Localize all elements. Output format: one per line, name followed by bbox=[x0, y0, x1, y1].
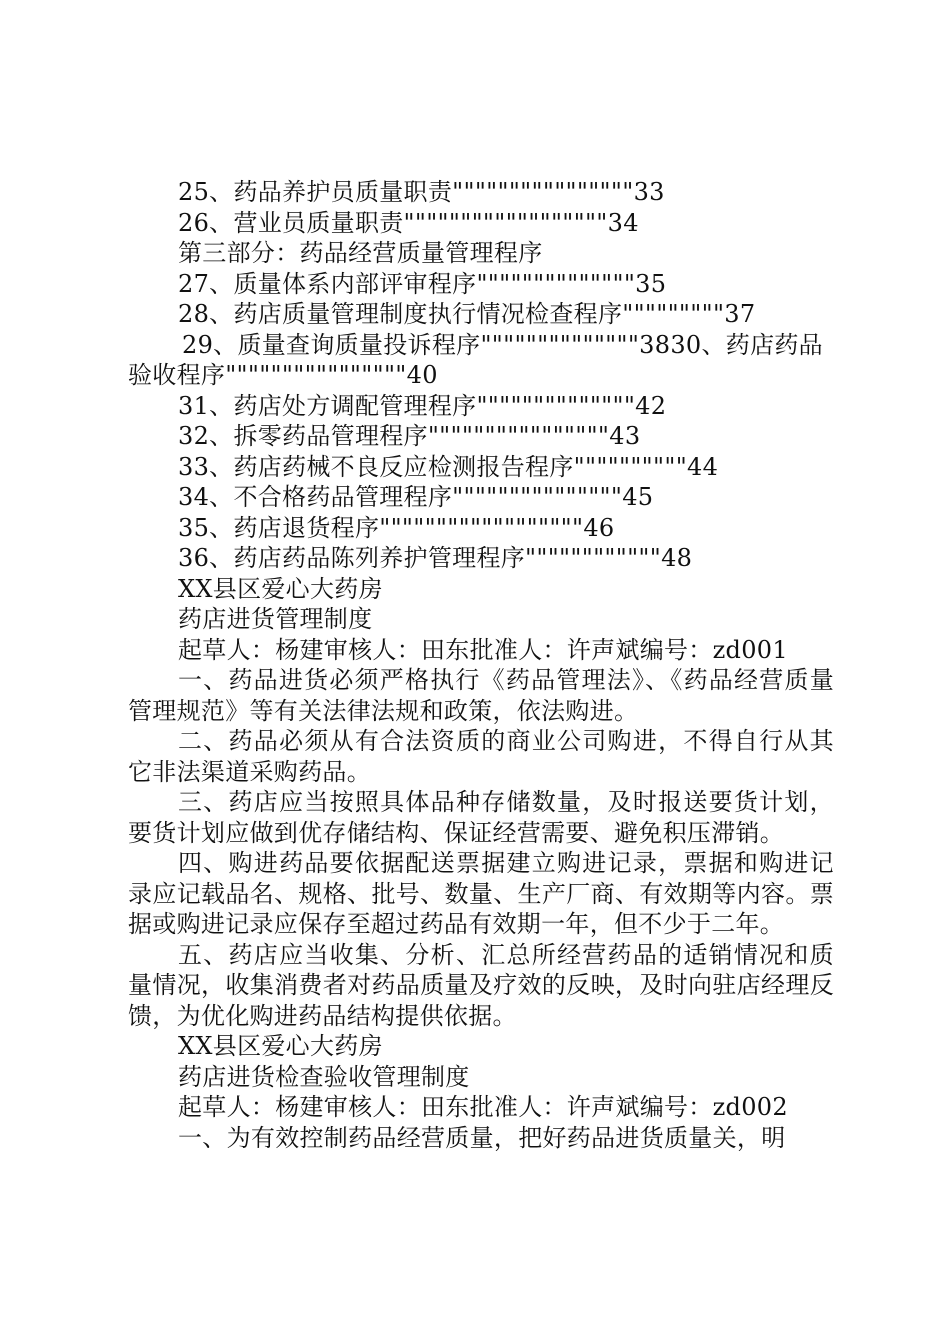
section2-title: 药店进货检查验收管理制度 bbox=[178, 1062, 470, 1091]
toc-part-three-heading: 第三部分：药品经营质量管理程序 bbox=[178, 239, 543, 267]
section1-meta: 起草人：杨建审核人：田东批准人：许声斌编号：zd001 bbox=[178, 635, 788, 664]
section1-paragraph: 四、购进药品要依据配送票据建立购进记录，票据和购进记录应记载品名、规格、批号、数量、生产厂商、有效期等内容。票据或购进记录应保存至超过药品有效期一年，但不少于二年。 bbox=[128, 849, 834, 938]
toc-entry-33: 33、药店药械不良反应检测报告程序""""""""""44 bbox=[178, 452, 719, 481]
section2-organization: XX县区爱心大药房 bbox=[178, 1032, 383, 1060]
toc-entry-35: 35、药店退货程序""""""""""""""""""46 bbox=[178, 513, 615, 542]
toc-entry-27: 27、质量体系内部评审程序""""""""""""""35 bbox=[178, 269, 667, 298]
toc-entry-29-30: 29、质量查询质量投诉程序""""""""""""""3830、药店药品验收程序""""""""""""""""40 bbox=[128, 330, 823, 389]
section1-organization: XX县区爱心大药房 bbox=[178, 574, 383, 603]
toc-entry-36: 36、药店药品陈列养护管理程序""""""""""""48 bbox=[178, 544, 693, 572]
toc-entry-32: 32、拆零药品管理程序""""""""""""""""43 bbox=[178, 422, 641, 450]
section2-paragraph: 一、为有效控制药品经营质量，把好药品进货质量关，明 bbox=[178, 1123, 786, 1152]
document-body bbox=[128, 177, 834, 1153]
section1-paragraph: 三、药店应当按照具体品种存储数量，及时报送要货计划，要货计划应做到优存储结构、保证经营需要、避免积压滞销。 bbox=[128, 788, 834, 847]
section2-meta: 起草人：杨建审核人：田东批准人：许声斌编号：zd002 bbox=[178, 1093, 788, 1121]
toc-entry-31: 31、药店处方调配管理程序""""""""""""""42 bbox=[178, 391, 667, 420]
section1-title: 药店进货管理制度 bbox=[178, 605, 373, 633]
section1-paragraph: 五、药店应当收集、分析、汇总所经营药品的适销情况和质量情况，收集消费者对药品质量及疗效的反映，及时向驻店经理反馈，为优化购进药品结构提供依据。 bbox=[128, 940, 834, 1030]
section1-paragraph: 一、药品进货必须严格执行《药品管理法》、《药品经营质量管理规范》等有关法律法规和政策，依法购进。 bbox=[128, 666, 834, 725]
toc-entry-34: 34、不合格药品管理程序"""""""""""""""45 bbox=[178, 483, 654, 511]
toc-entry-28: 28、药店质量管理制度执行情况检查程序"""""""""37 bbox=[178, 300, 756, 328]
toc-entry-25: 25、药品养护员质量职责""""""""""""""""33 bbox=[178, 178, 665, 206]
section1-paragraph: 二、药品必须从有合法资质的商业公司购进，不得自行从其它非法渠道采购药品。 bbox=[128, 727, 834, 786]
toc-entry-26: 26、营业员质量职责""""""""""""""""""34 bbox=[178, 208, 639, 237]
